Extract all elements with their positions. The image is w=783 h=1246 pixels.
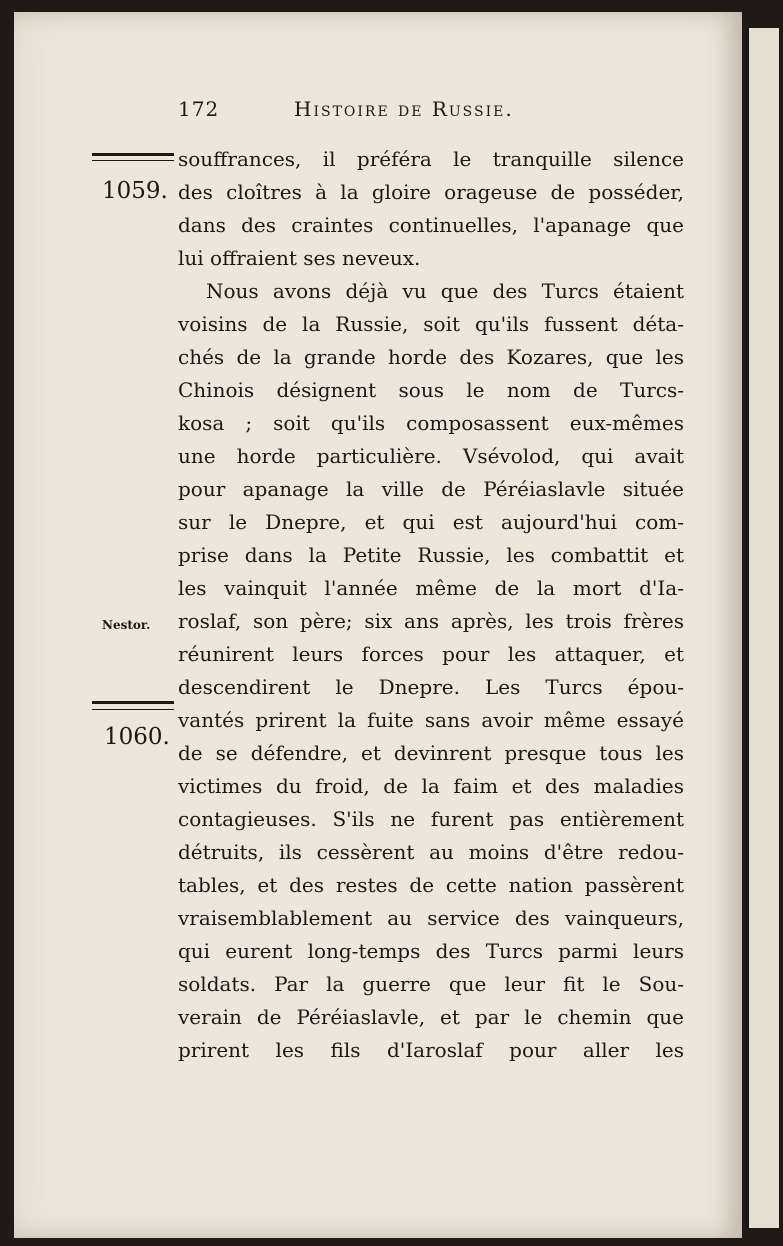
text-line: qui eurent long-temps des Turcs parmi leurs [178,939,684,963]
margin-rule-top [92,153,174,156]
running-head [178,97,578,127]
text-line: verain de Péréiaslavle, et par le chemin que [178,1005,684,1029]
margin-year-1059: 1059. [102,178,168,204]
margin-rule-middle [92,701,174,704]
text-line: tables, et des restes de cette nation passèrent [178,873,684,897]
text-line: Nous avons déjà vu que des Turcs étaient [206,279,684,303]
text-line: roslaf, son père; six ans après, les trois frères [178,609,684,633]
margin-year-1060: 1060. [104,724,170,750]
text-line: Chinois désignent sous le nom de Turcs- [178,378,684,402]
text-line: prise dans la Petite Russie, les combattit et [178,543,684,567]
page-number: 172 [178,97,220,121]
margin-rule-middle-thin [92,709,174,710]
text-line: de se défendre, et devinrent presque tous les [178,741,684,765]
text-line: prirent les fils d'Iaroslaf pour aller les [178,1038,684,1062]
text-line: des cloîtres à la gloire orageuse de posséder, [178,180,684,204]
text-line: une horde particulière. Vsévolod, qui avait [178,444,684,468]
margin-note-nestor: Nestor. [102,618,151,632]
margin-rule-top-thin [92,160,174,161]
text-line: victimes du froid, de la faim et des maladies [178,774,684,798]
text-line: voisins de la Russie, soit qu'ils fussent déta- [178,312,684,336]
text-line: contagieuses. S'ils ne furent pas entièrement [178,807,684,831]
text-line: les vainquit l'année même de la mort d'Ia- [178,576,684,600]
text-line: chés de la grande horde des Kozares, que les [178,345,684,369]
text-line: pour apanage la ville de Péréiaslavle située [178,477,684,501]
text-line: dans des craintes continuelles, l'apanage que [178,213,684,237]
text-line: détruits, ils cessèrent au moins d'être redou- [178,840,684,864]
text-line: soldats. Par la guerre que leur fit le Sou- [178,972,684,996]
text-line: réunirent leurs forces pour les attaquer, et [178,642,684,666]
text-line: lui offraient ses neveux. [178,246,421,270]
text-line: vraisemblablement au service des vainqueurs, [178,906,684,930]
facing-page-edge [746,28,779,1228]
text-line: sur le Dnepre, et qui est aujourd'hui com- [178,510,684,534]
text-line: vantés prirent la fuite sans avoir même essayé [178,708,684,732]
text-line: kosa ; soit qu'ils composassent eux-mêmes [178,411,684,435]
text-line: descendirent le Dnepre. Les Turcs épou- [178,675,684,699]
text-line: souffrances, il préféra le tranquille silence [178,147,684,171]
running-title: Histoire de Russie. [294,97,514,121]
body-text [178,143,684,1067]
